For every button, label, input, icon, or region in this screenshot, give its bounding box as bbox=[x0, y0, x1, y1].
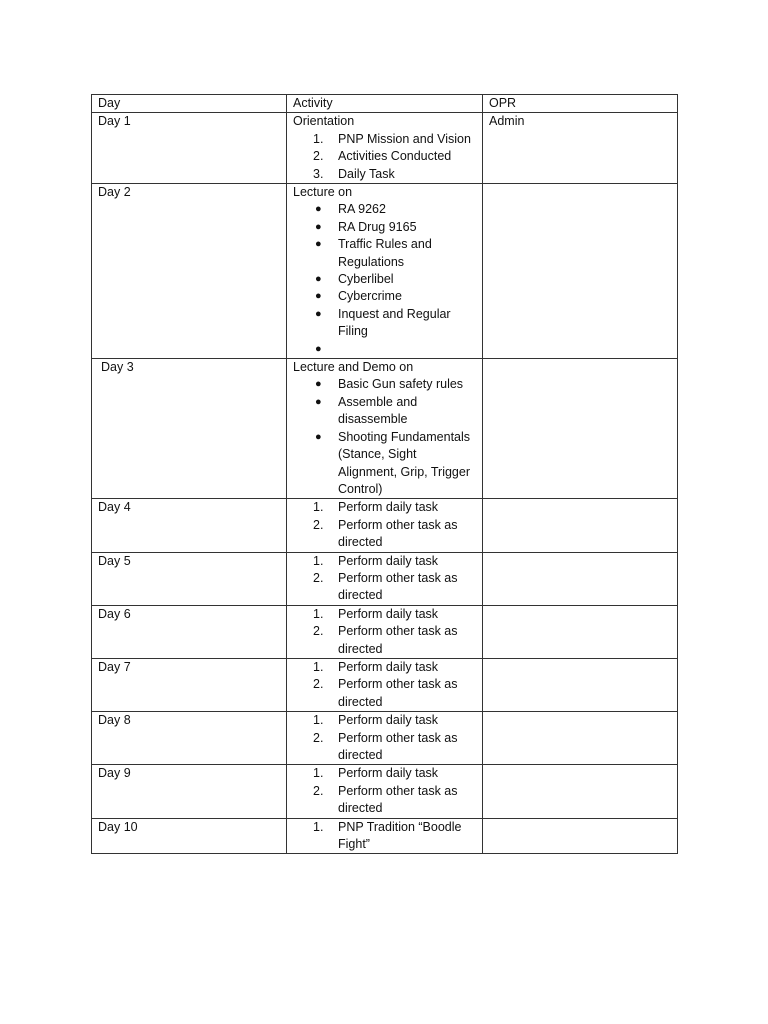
list-item bbox=[293, 394, 476, 429]
number-marker: 2. bbox=[313, 730, 324, 745]
bullet-list bbox=[293, 376, 476, 498]
number-marker: 1. bbox=[313, 606, 324, 621]
list-item bbox=[293, 783, 476, 818]
list-item-text: Perform daily task bbox=[338, 606, 439, 621]
opr-cell bbox=[483, 658, 678, 711]
bullet-marker: ● bbox=[315, 203, 322, 216]
activity-cell bbox=[287, 818, 483, 854]
activity-cell bbox=[287, 184, 483, 359]
table-row bbox=[92, 499, 678, 552]
list-item bbox=[293, 606, 476, 623]
list-item-text: PNP Tradition “Boodle Fight” bbox=[338, 819, 462, 852]
number-marker: 2. bbox=[313, 624, 324, 639]
list-item bbox=[293, 765, 476, 782]
table-row bbox=[92, 658, 678, 711]
opr-cell bbox=[483, 499, 678, 552]
header-day: Day bbox=[92, 95, 287, 113]
list-item bbox=[293, 148, 476, 165]
activity-cell bbox=[287, 359, 483, 499]
numbered-list bbox=[293, 499, 476, 551]
numbered-list bbox=[293, 659, 476, 711]
list-item-text: Assemble and disassemble bbox=[338, 394, 418, 427]
list-item bbox=[293, 306, 476, 341]
list-item-text: Perform daily task bbox=[338, 766, 439, 781]
activity-title: Lecture on bbox=[293, 185, 353, 200]
activity-title: Orientation bbox=[293, 114, 355, 129]
bullet-marker: ● bbox=[315, 307, 322, 320]
bullet-marker: ● bbox=[315, 378, 322, 391]
schedule-table bbox=[91, 94, 678, 854]
list-item-text: Inquest and Regular Filing bbox=[338, 306, 451, 339]
header-activity: Activity bbox=[287, 95, 483, 113]
list-item-text: Perform other task as directed bbox=[338, 730, 458, 763]
list-item bbox=[293, 219, 476, 236]
table-row bbox=[92, 712, 678, 765]
list-item-text: Perform other task as directed bbox=[338, 677, 458, 709]
list-item bbox=[293, 429, 476, 499]
number-marker: 1. bbox=[313, 553, 324, 568]
number-marker: 1. bbox=[313, 131, 324, 146]
list-item bbox=[293, 341, 476, 358]
list-item-text: Perform daily task bbox=[338, 713, 439, 728]
opr-cell bbox=[483, 765, 678, 818]
list-item-text: Cybercrime bbox=[338, 289, 402, 304]
list-item bbox=[293, 517, 476, 552]
list-item-text: Perform daily task bbox=[338, 553, 439, 568]
number-marker: 2. bbox=[313, 517, 324, 532]
opr-cell bbox=[483, 712, 678, 765]
activity-cell bbox=[287, 499, 483, 552]
list-item bbox=[293, 712, 476, 729]
list-item bbox=[293, 376, 476, 393]
number-marker: 1. bbox=[313, 659, 324, 674]
list-item-text: Basic Gun safety rules bbox=[338, 377, 464, 392]
opr-cell bbox=[483, 605, 678, 658]
number-marker: 2. bbox=[313, 149, 324, 164]
list-item bbox=[293, 676, 476, 711]
list-item bbox=[293, 271, 476, 288]
table-row bbox=[92, 818, 678, 854]
list-item bbox=[293, 236, 476, 271]
list-item-text: RA 9262 bbox=[338, 202, 386, 217]
bullet-marker: ● bbox=[315, 273, 322, 286]
number-marker: 2. bbox=[313, 677, 324, 692]
opr-cell bbox=[483, 552, 678, 605]
activity-cell bbox=[287, 712, 483, 765]
numbered-list bbox=[293, 819, 476, 854]
activity-title: Lecture and Demo on bbox=[293, 360, 414, 375]
list-item-text: Perform other task as directed bbox=[338, 624, 458, 656]
schedule-table-body bbox=[92, 95, 678, 854]
list-item bbox=[293, 659, 476, 676]
activity-cell bbox=[287, 605, 483, 658]
header-opr: OPR bbox=[483, 95, 678, 113]
table-row bbox=[92, 552, 678, 605]
list-item-text: RA Drug 9165 bbox=[338, 219, 417, 234]
day-cell: Day 6 bbox=[92, 605, 287, 658]
list-item-text: Traffic Rules and Regulations bbox=[338, 237, 432, 269]
number-marker: 1. bbox=[313, 713, 324, 728]
bullet-list bbox=[293, 201, 476, 358]
list-item-text: Perform daily task bbox=[338, 500, 439, 515]
bullet-marker: ● bbox=[315, 342, 322, 355]
table-row bbox=[92, 359, 678, 499]
bullet-marker: ● bbox=[315, 220, 322, 233]
day-cell: Day 5 bbox=[92, 552, 287, 605]
list-item-text: Perform daily task bbox=[338, 659, 439, 674]
opr-cell bbox=[483, 359, 678, 499]
number-marker: 1. bbox=[313, 819, 324, 834]
list-item bbox=[293, 730, 476, 765]
list-item-text: Cyberlibel bbox=[338, 272, 394, 287]
opr-cell bbox=[483, 818, 678, 854]
numbered-list bbox=[293, 606, 476, 658]
bullet-marker: ● bbox=[315, 430, 322, 443]
list-item bbox=[293, 499, 476, 516]
numbered-list bbox=[293, 765, 476, 817]
list-item-text: PNP Mission and Vision bbox=[338, 131, 471, 146]
day-cell: Day 1 bbox=[92, 113, 287, 184]
number-marker: 2. bbox=[313, 570, 324, 585]
activity-cell bbox=[287, 765, 483, 818]
day-cell: Day 4 bbox=[92, 499, 287, 552]
list-item-text: Activities Conducted bbox=[338, 149, 452, 164]
activity-cell bbox=[287, 113, 483, 184]
day-cell: Day 9 bbox=[92, 765, 287, 818]
table-row bbox=[92, 184, 678, 359]
bullet-marker: ● bbox=[315, 290, 322, 303]
list-item bbox=[293, 553, 476, 570]
bullet-marker: ● bbox=[315, 238, 322, 251]
list-item bbox=[293, 166, 476, 183]
number-marker: 1. bbox=[313, 500, 324, 515]
list-item bbox=[293, 288, 476, 305]
list-item-text: Perform other task as directed bbox=[338, 570, 458, 603]
list-item bbox=[293, 201, 476, 218]
list-item-text: Perform other task as directed bbox=[338, 517, 458, 550]
number-marker: 1. bbox=[313, 766, 324, 781]
numbered-list bbox=[293, 553, 476, 605]
list-item-text: Shooting Fundamentals (Stance, Sight Alignment, Grip, Trigger Control) bbox=[338, 429, 471, 496]
list-item bbox=[293, 570, 476, 605]
day-cell: Day 7 bbox=[92, 658, 287, 711]
activity-cell bbox=[287, 658, 483, 711]
list-item bbox=[293, 819, 476, 854]
table-row bbox=[92, 113, 678, 184]
activity-cell bbox=[287, 552, 483, 605]
list-item bbox=[293, 131, 476, 148]
number-marker: 3. bbox=[313, 166, 324, 181]
numbered-list bbox=[293, 131, 476, 183]
table-row bbox=[92, 605, 678, 658]
header-row bbox=[92, 95, 678, 113]
list-item bbox=[293, 623, 476, 658]
day-cell: Day 10 bbox=[92, 818, 287, 854]
list-item-text: Daily Task bbox=[338, 166, 395, 181]
day-cell: Day 8 bbox=[92, 712, 287, 765]
opr-cell: Admin bbox=[483, 113, 678, 184]
numbered-list bbox=[293, 712, 476, 764]
day-cell: Day 3 bbox=[92, 359, 287, 499]
number-marker: 2. bbox=[313, 783, 324, 798]
list-item-text: Perform other task as directed bbox=[338, 783, 458, 816]
bullet-marker: ● bbox=[315, 395, 322, 408]
day-cell: Day 2 bbox=[92, 184, 287, 359]
opr-cell bbox=[483, 184, 678, 359]
table-row bbox=[92, 765, 678, 818]
